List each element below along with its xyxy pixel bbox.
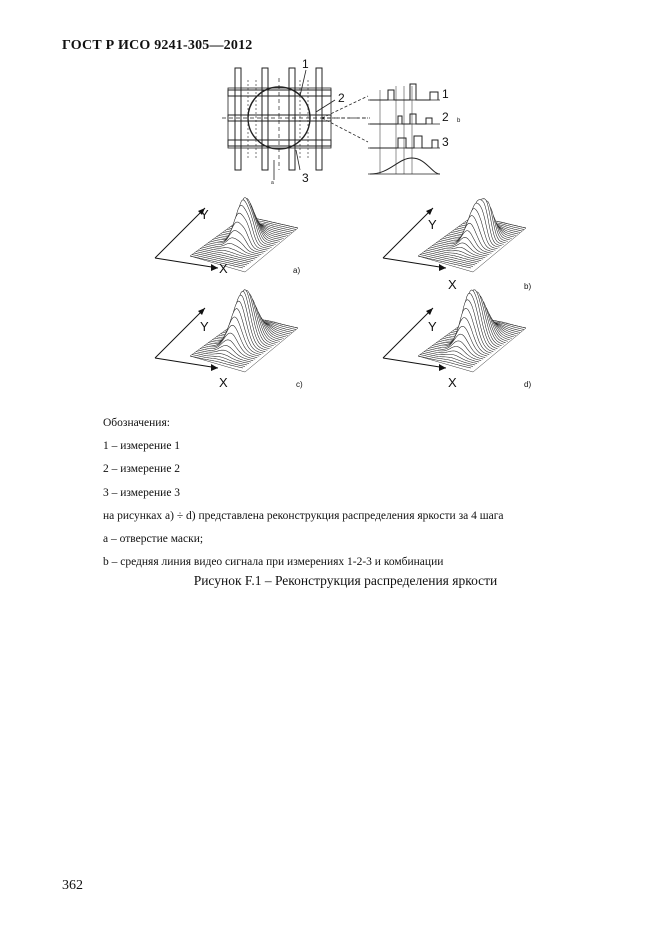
scheme-label-b: b bbox=[457, 118, 461, 124]
x-axis-arrow bbox=[155, 258, 218, 268]
plot-c-label: c) bbox=[296, 380, 303, 389]
plot-b-x-axis-label: X bbox=[448, 277, 457, 292]
plot-a-y-axis-label: Y bbox=[200, 207, 209, 222]
plot-a-x-axis-label: X bbox=[219, 261, 228, 276]
plot-c-y-axis-label: Y bbox=[200, 319, 209, 334]
scheme-label-2: 2 bbox=[338, 91, 345, 105]
plot-d-x-axis-label: X bbox=[448, 375, 457, 390]
legend-item: 3 – измерение 3 bbox=[103, 486, 181, 499]
scheme-label-1: 1 bbox=[302, 57, 309, 71]
x-axis-arrow bbox=[383, 358, 446, 368]
x-arrowhead bbox=[439, 264, 446, 271]
legend-item: на рисунках а) ÷ d) представлена реконструкция распределения яркости за 4 шага bbox=[103, 509, 504, 522]
plot-a-label: a) bbox=[293, 266, 301, 275]
plot-b-label: b) bbox=[524, 282, 532, 291]
surface-plot-d bbox=[383, 290, 526, 372]
x-arrowhead bbox=[211, 364, 218, 371]
surface-plot-c bbox=[155, 290, 298, 372]
signal-label-2: 2 bbox=[442, 110, 449, 124]
plot-d-label: d) bbox=[524, 380, 532, 389]
legend-item: 2 – измерение 2 bbox=[103, 463, 181, 476]
figure-f1 bbox=[0, 0, 661, 400]
scheme-label-a: a bbox=[271, 180, 274, 186]
x-axis-arrow bbox=[383, 258, 446, 268]
mask-scheme bbox=[222, 68, 440, 180]
figure-caption-text: Рисунок F.1 – Реконструкция распределения яркости bbox=[193, 573, 498, 588]
signal-label-3: 3 bbox=[442, 135, 449, 149]
plot-b-y-axis-label: Y bbox=[428, 217, 437, 232]
scheme-label-3: 3 bbox=[302, 171, 309, 185]
legend-item: а – отверстие маски; bbox=[103, 533, 204, 546]
plot-d-y-axis-label: Y bbox=[428, 319, 437, 334]
legend-title: Обозначения: bbox=[103, 417, 170, 429]
figure-caption bbox=[0, 573, 661, 589]
legend-item: b – средняя линия видео сигнала при измерениях 1-2-3 и комбинации bbox=[103, 556, 444, 569]
plot-c-x-axis-label: X bbox=[219, 375, 228, 390]
figure-legend bbox=[103, 412, 504, 574]
legend-item: 1 – измерение 1 bbox=[103, 440, 181, 453]
x-axis-arrow bbox=[155, 358, 218, 368]
x-arrowhead bbox=[211, 264, 218, 271]
signal-label-1: 1 bbox=[442, 87, 449, 101]
document-header: ГОСТ Р ИСО 9241-305—2012 bbox=[62, 38, 253, 53]
page-number: 362 bbox=[62, 878, 83, 893]
surface-plot-b bbox=[383, 199, 526, 272]
x-arrowhead bbox=[439, 364, 446, 371]
